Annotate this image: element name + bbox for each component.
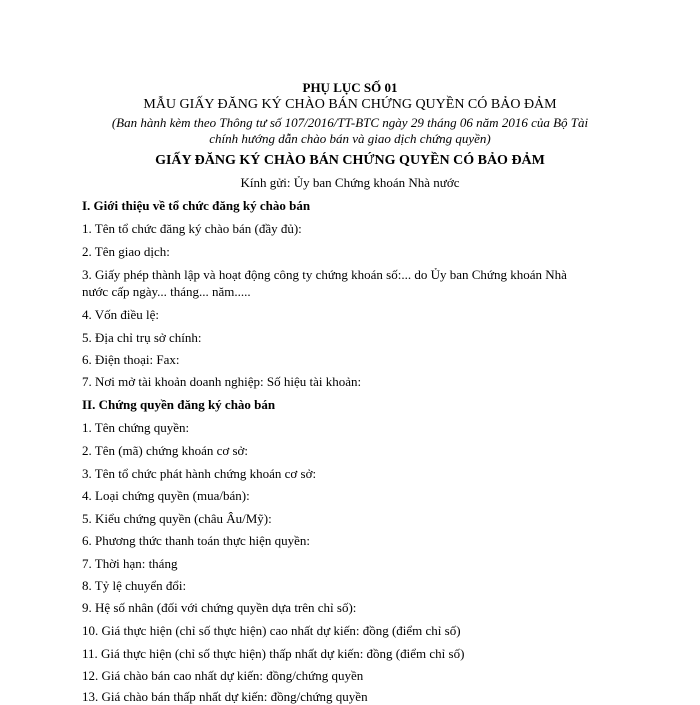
section-1-item-1: 1. Tên tổ chức đăng ký chào bán (đầy đủ): (82, 221, 302, 236)
section-1-item-3: 3. Giấy phép thành lập và hoạt động công ty chứng khoán số:... do Ủy ban Chứng khoán Nhà (82, 267, 567, 282)
section-2-heading: II. Chứng quyền đăng ký chào bán (82, 397, 276, 412)
recipient-line: Kính gửi: Ủy ban Chứng khoán Nhà nước (240, 175, 460, 190)
section-1-item-2: 2. Tên giao dịch: (82, 244, 170, 259)
section-2-item-13: 13. Giá chào bán thấp nhất dự kiến: đồng/chứng quyền (82, 689, 368, 704)
appendix-number: PHỤ LỤC SỐ 01 (302, 80, 398, 95)
section-2-item-3: 3. Tên tổ chức phát hành chứng khoán cơ sở: (82, 466, 317, 481)
issuance-note-line-1: (Ban hành kèm theo Thông tư số 107/2016/TT-BTC ngày 29 tháng 06 năm 2016 của Bộ Tài (111, 115, 589, 130)
section-1-item-4: 4. Vốn điều lệ: (82, 307, 160, 322)
issuance-note (0, 115, 700, 147)
section-2-item-12: 12. Giá chào bán cao nhất dự kiến: đồng/chứng quyền (82, 668, 364, 683)
section-1-item-7: 7. Nơi mở tài khoản doanh nghiệp: Số hiệu tài khoản: (82, 374, 362, 389)
section-2-item-4: 4. Loại chứng quyền (mua/bán): (82, 488, 250, 503)
document-title: GIẤY ĐĂNG KÝ CHÀO BÁN CHỨNG QUYỀN CÓ BẢO ĐẢM (155, 153, 545, 168)
section-1-item-3-continued: nước cấp ngày... tháng... năm..... (82, 284, 251, 299)
section-2-item-9: 9. Hệ số nhân (đối với chứng quyền dựa trên chỉ số): (82, 600, 357, 615)
section-2-item-8: 8. Tỷ lệ chuyển đổi: (82, 578, 187, 593)
section-2-item-7: 7. Thời hạn: tháng (82, 556, 178, 571)
issuance-note-line-2: chính hướng dẫn chào bán và giao dịch chứng quyền) (209, 131, 491, 146)
section-1-item-5: 5. Địa chỉ trụ sở chính: (82, 330, 202, 345)
section-2-item-2: 2. Tên (mã) chứng khoán cơ sở: (82, 443, 249, 458)
section-2-item-1: 1. Tên chứng quyền: (82, 420, 190, 435)
section-2-item-5: 5. Kiểu chứng quyền (châu Âu/Mỹ): (82, 511, 272, 526)
form-title: MẪU GIẤY ĐĂNG KÝ CHÀO BÁN CHỨNG QUYỀN CÓ BẢO ĐẢM (143, 97, 557, 112)
section-2-item-6: 6. Phương thức thanh toán thực hiện quyền: (82, 533, 311, 548)
section-1-item-6: 6. Điện thoại: Fax: (82, 352, 180, 367)
section-1-heading: I. Giới thiệu về tổ chức đăng ký chào bán (82, 198, 311, 213)
section-2-item-11: 11. Giá thực hiện (chỉ số thực hiện) thấp nhất dự kiến: đồng (điểm chỉ số) (82, 646, 465, 661)
section-2-item-10: 10. Giá thực hiện (chỉ số thực hiện) cao nhất dự kiến: đồng (điểm chỉ số) (82, 623, 461, 638)
